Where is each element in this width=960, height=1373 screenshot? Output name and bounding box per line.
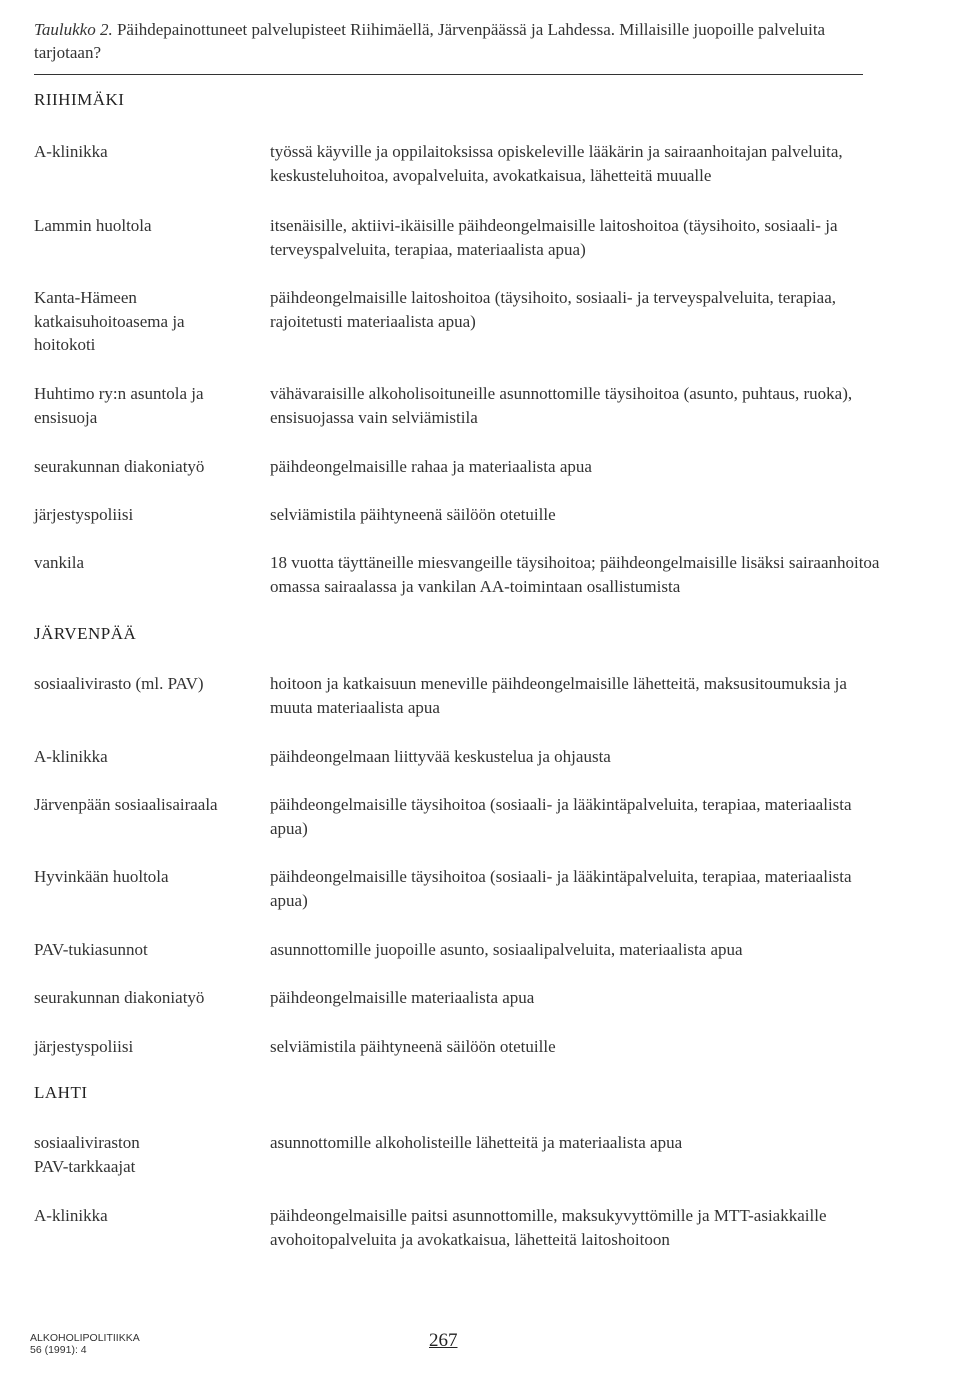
row-left: Huhtimo ry:n asuntola ja ensisuoja [34,384,204,427]
row-left: PAV-tukiasunnot [34,940,148,959]
row-left: A-klinikka [34,1206,108,1225]
section-title-riihimaki: RIIHIMÄKI [34,90,125,109]
row-left: sosiaalivirasto (ml. PAV) [34,674,204,693]
row-left: Lammin huoltola [34,216,152,235]
row-left: seurakunnan diakoniatyö [34,988,205,1007]
row-right: päihdeongelmaisille laitoshoitoa (täysihoito, sosiaali- ja terveyspalveluita, terapiaa, rajoitetusti materiaalista apua) [270,288,837,331]
row-right: asunnottomille juopoille asunto, sosiaalipalveluita, materiaalista apua [270,940,743,959]
row-right: päihdeongelmaisille täysihoitoa (sosiaali- ja lääkintäpalveluita, terapiaa, materiaalista apua) [270,795,852,838]
row-left: Kanta-Hämeen katkaisuhoitoasema ja hoitokoti [34,288,185,354]
row-left: seurakunnan diakoniatyö [34,457,205,476]
row-left: Hyvinkään huoltola [34,867,169,886]
table-caption [34,18,874,64]
row-right: selviämistila päihtyneenä säilöön otetuille [270,505,556,524]
row-left: A-klinikka [34,747,108,766]
journal-name: ALKOHOLIPOLITIIKKA [30,1332,140,1344]
page-number: 267 [429,1330,458,1351]
row-left: järjestyspoliisi [34,1037,134,1056]
row-right: 18 vuotta täyttäneille miesvangeille täysihoitoa; päihdeongelmaisille lisäksi sairaanhoitoa omassa sairaalassa ja vankilan AA-toimintaan osallistumista [270,553,880,596]
row-right: asunnottomille alkoholisteille lähetteitä ja materiaalista apua [270,1133,683,1152]
journal-volume: 56 (1991): 4 [30,1344,87,1356]
row-right: päihdeongelmaisille rahaa ja materiaalista apua [270,457,592,476]
row-right: vähävaraisille alkoholisoituneille asunnottomille täysihoitoa (asunto, puhtaus, ruoka), ensisuojassa vain selviämistila [270,384,853,427]
section-title-jarvenpaa: JÄRVENPÄÄ [34,624,137,643]
row-right: päihdeongelmaisille täysihoitoa (sosiaali- ja lääkintäpalveluita, terapiaa, materiaalista apua) [270,867,852,910]
row-left: Järvenpään sosiaalisairaala [34,795,218,814]
row-left: vankila [34,553,85,572]
row-right: päihdeongelmaisille paitsi asunnottomille, maksukyvyttömille ja MTT-asiakkaille avohoitopalveluita ja avokatkaisua, lähetteitä laitoshoitoon [270,1206,827,1249]
row-right: työssä käyville ja oppilaitoksissa opiskeleville lääkärin ja sairaanhoitajan palveluita, keskusteluhoitoa, avopalveluita, avokatkaisua, lähetteitä muualle [270,142,843,185]
caption-text: Päihdepainottuneet palvelupisteet Riihimäellä, Järvenpäässä ja Lahdessa. Millaisille juopoille palveluita tarjotaan? [34,20,826,62]
row-right: itsenäisille, aktiivi-ikäisille päihdeongelmaisille laitoshoitoa (täysihoito, sosiaali- ja terveyspalveluita, terapiaa, materiaalista apua) [270,216,838,259]
row-right: päihdeongelmaisille materiaalista apua [270,988,535,1007]
row-left: A-klinikka [34,142,108,161]
section-title-lahti: LAHTI [34,1083,88,1102]
row-left: sosiaaliviraston PAV-tarkkaajat [34,1133,140,1176]
journal-footer [30,1332,140,1356]
header-rule [34,74,863,75]
row-right: päihdeongelmaan liittyvää keskustelua ja ohjausta [270,747,611,766]
row-right: hoitoon ja katkaisuun meneville päihdeongelmaisille lähetteitä, maksusitoumuksia ja muuta materiaalista apua [270,674,847,717]
row-left: järjestyspoliisi [34,505,134,524]
row-right: selviämistila päihtyneenä säilöön otetuille [270,1037,556,1056]
caption-label: Taulukko 2. [34,20,113,39]
